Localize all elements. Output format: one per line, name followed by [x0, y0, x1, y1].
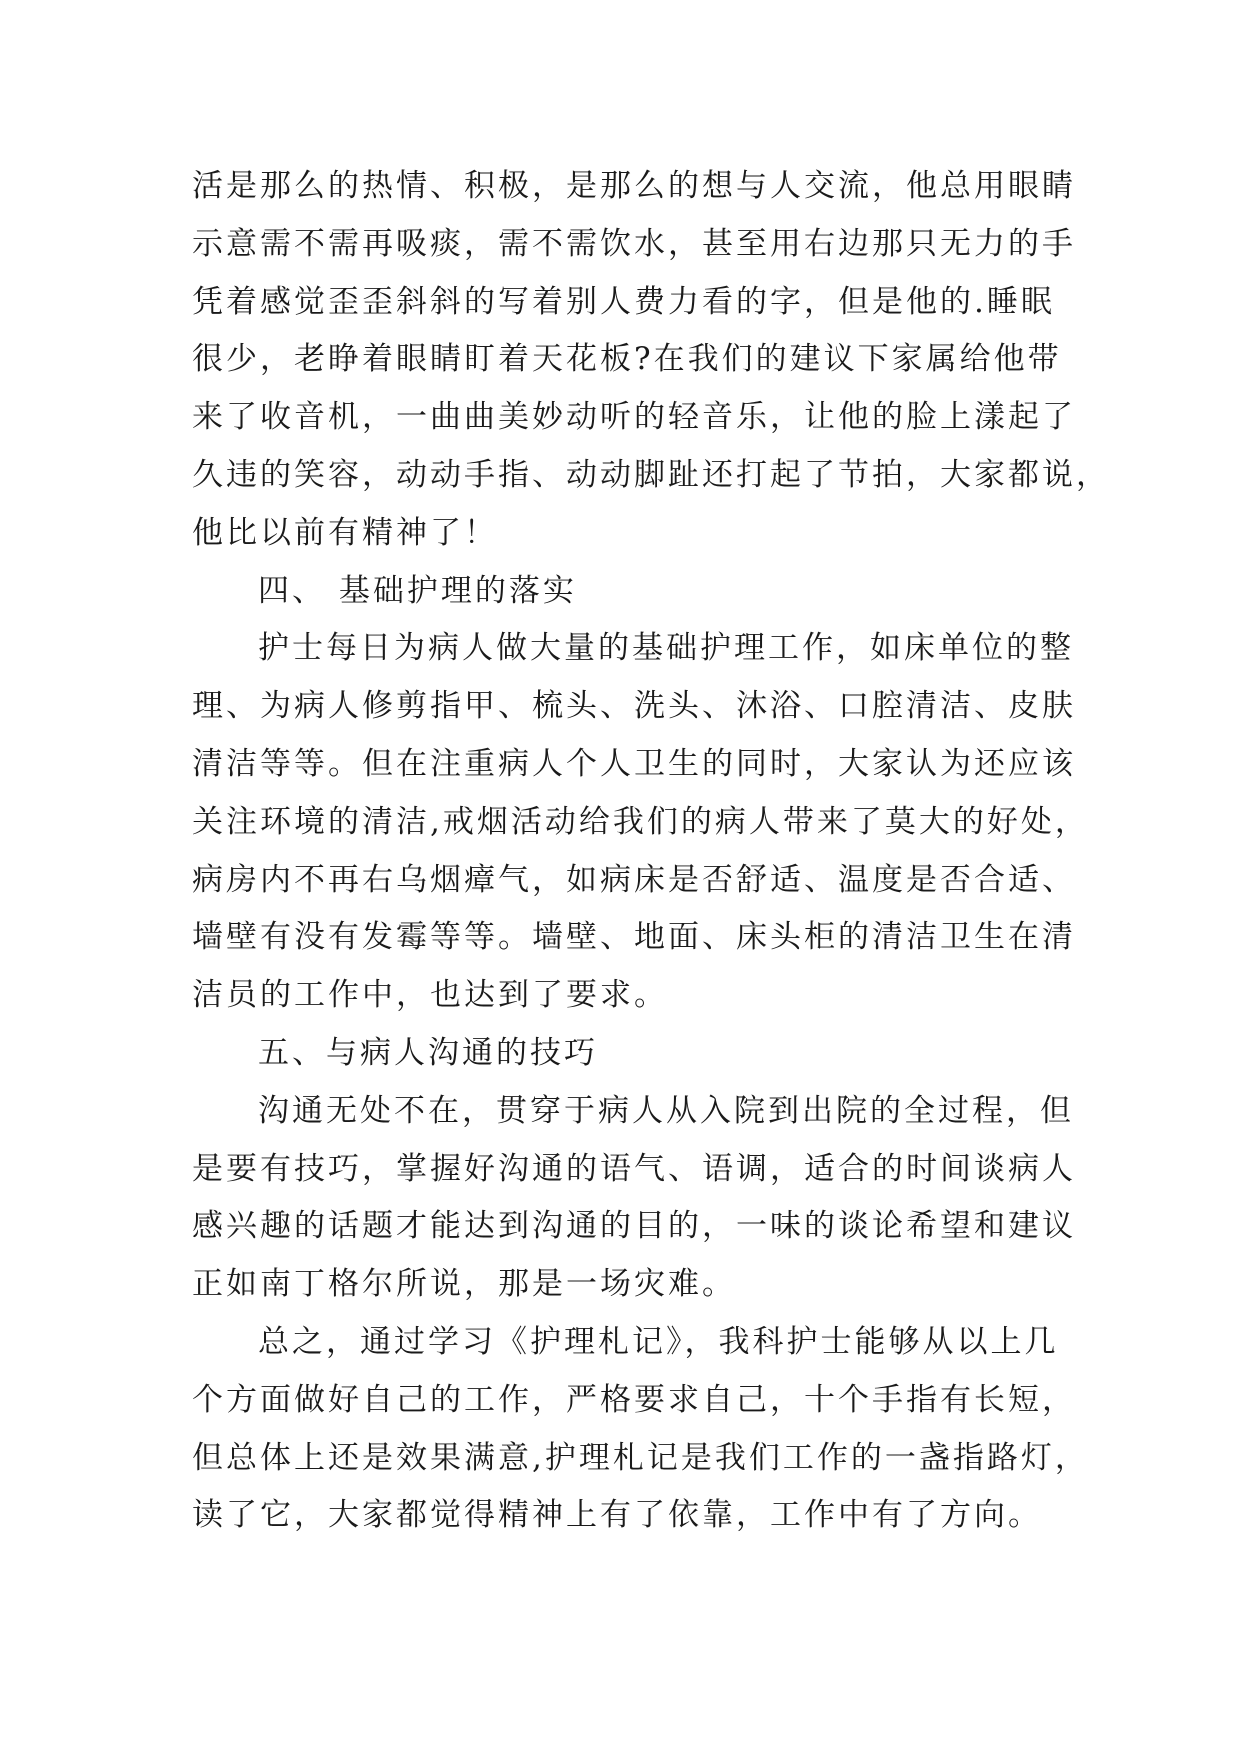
paragraph-first-line: 沟通无处不在，贯穿于病人从入院到出院的全过程，但: [258, 1092, 1074, 1129]
paragraph-first-line: 总之，通过学习《护理札记》，我科护士能够从以上几: [258, 1323, 1059, 1360]
text-line: 读了它，大家都觉得精神上有了依靠，工作中有了方向。: [192, 1497, 1042, 1534]
section-heading: 四、 基础护理的落实: [258, 572, 577, 609]
text-line: 示意需不需再吸痰，需不需饮水，甚至用右边那只无力的手: [192, 225, 1076, 262]
text-line: 关注环境的清洁,戒烟活动给我们的病人带来了莫大的好处，: [192, 803, 1089, 840]
text-line: 是要有技巧，掌握好沟通的语气、语调，适合的时间谈病人: [192, 1150, 1076, 1187]
paragraph-first-line: 护士每日为病人做大量的基础护理工作，如床单位的整: [258, 630, 1074, 667]
text-line: 久违的笑容，动动手指、动动脚趾还打起了节拍，大家都说，: [192, 456, 1110, 493]
text-line: 洁员的工作中，也达到了要求。: [192, 977, 668, 1014]
text-line: 正如南丁格尔所说，那是一场灾难。: [192, 1266, 736, 1303]
text-line: 清洁等等。但在注重病人个人卫生的同时，大家认为还应该: [192, 745, 1076, 782]
text-line: 墙壁有没有发霉等等。墙壁、地面、床头柜的清洁卫生在清: [192, 919, 1076, 956]
text-line: 个方面做好自己的工作，严格要求自己，十个手指有长短，: [192, 1381, 1076, 1418]
text-line: 理、为病人修剪指甲、梳头、洗头、沐浴、口腔清洁、皮肤: [192, 688, 1076, 725]
text-line: 活是那么的热情、积极，是那么的想与人交流，他总用眼睛: [192, 168, 1076, 204]
document-body: [192, 158, 1110, 1545]
text-line: 来了收音机，一曲曲美妙动听的轻音乐，让他的脸上漾起了: [192, 399, 1076, 436]
text-line: 他比以前有精神了！: [192, 514, 498, 551]
text-line: 但总体上还是效果满意,护理札记是我们工作的一盏指路灯，: [192, 1439, 1089, 1476]
text-line: 病房内不再右乌烟瘴气，如病床是否舒适、温度是否合适、: [192, 861, 1076, 898]
text-line: 凭着感觉歪歪斜斜的写着别人费力看的字，但是他的.睡眠: [192, 283, 1055, 320]
text-line: 很少，老睁着眼睛盯着天花板?在我们的建议下家属给他带: [192, 341, 1062, 378]
text-line: 感兴趣的话题才能达到沟通的目的，一味的谈论希望和建议: [192, 1208, 1076, 1245]
section-heading: 五、与病人沟通的技巧: [258, 1034, 598, 1071]
